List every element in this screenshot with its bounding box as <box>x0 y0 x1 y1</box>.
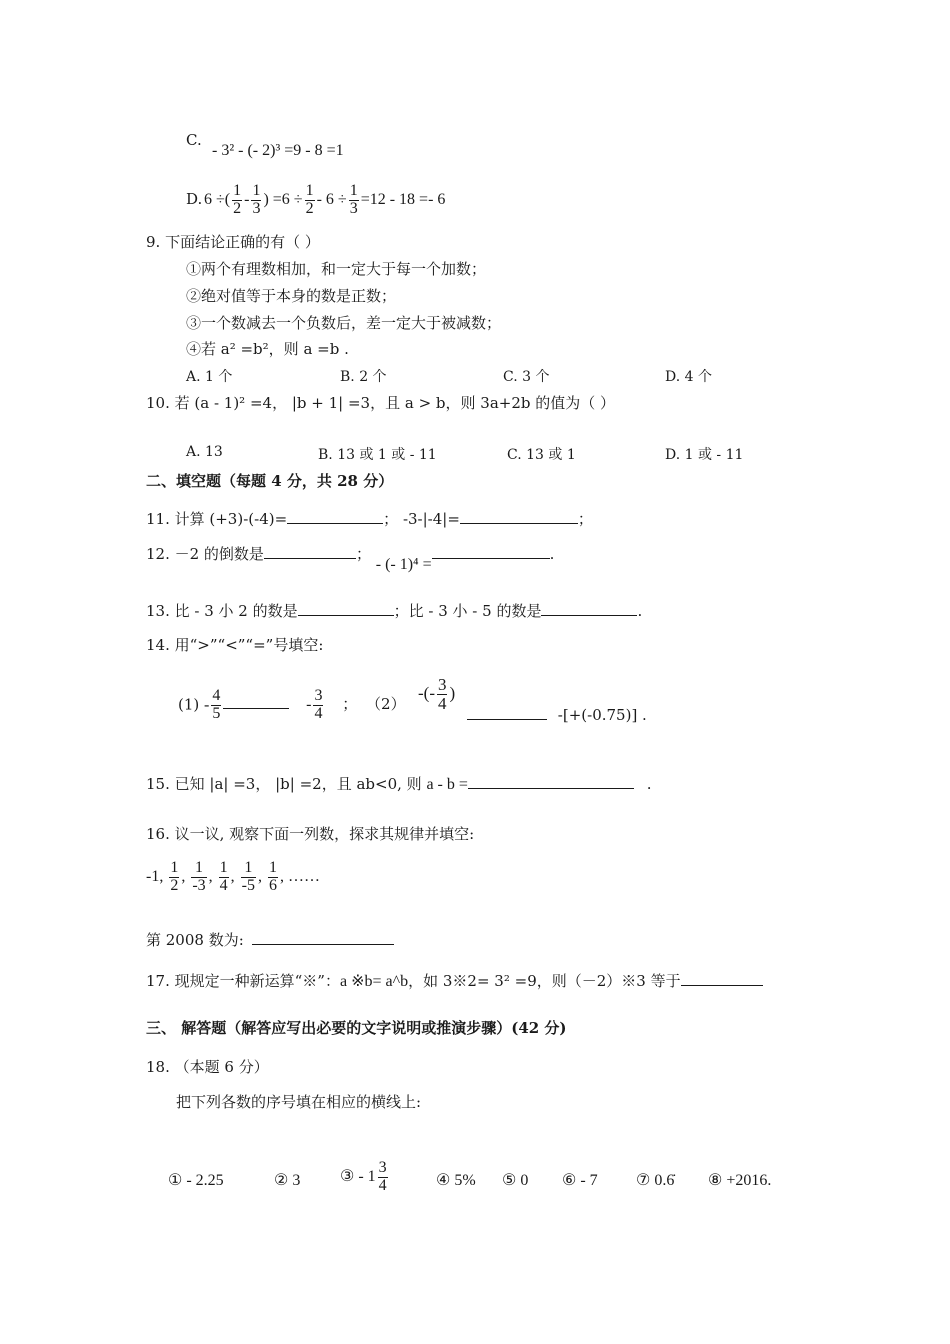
q14-blank-1[interactable] <box>223 694 289 709</box>
q14-blank-2[interactable] <box>467 705 547 720</box>
q18-item-5: ⑤ 0 <box>502 1172 529 1189</box>
q18-item-4: ④ 5% <box>436 1172 476 1189</box>
q9-option-c: C. 3 个 <box>503 369 550 385</box>
q16-stem: 16. 议一议, 观察下面一列数，探求其规律并填空: <box>146 825 475 843</box>
q8-option-d-expression: 6 ÷( $\frac{1}{2}$ - $\frac{1}{3}$ ) =6 ÷ $\frac{1}{2}$ - 6 ÷ $\frac{1}{3}$ =12 - 18 =- 6 <box>204 182 446 217</box>
q9-statement-4: ④若 a² =b²，则 a =b . <box>186 340 349 358</box>
q18-instruction: 把下列各数的序号填在相应的横线上: <box>176 1093 422 1111</box>
q14-part1: (1) - $\frac{4}{5}$ - $\frac{3}{4}$ ； （2） <box>178 687 406 722</box>
q17-text: 17. 现规定一种新运算“※”：a ※b= a^b，如 3※2= 3² =9，则（－2）※3 等于 <box>146 970 763 991</box>
q9-option-d: D. 4 个 <box>665 369 712 385</box>
q15-text: 15. 已知 |a| =3， |b| =2，且 ab<0, 则 a - b = . <box>146 775 652 793</box>
q10-option-d: D. 1 或 - 11 <box>665 447 744 463</box>
q16-blank[interactable] <box>252 930 394 945</box>
q10-option-a: A. 13 <box>186 444 223 460</box>
q13-text: 13. 比 - 3 小 2 的数是 ；比 - 3 小 - 5 的数是 . <box>146 602 643 620</box>
q18-item-3: ③ - 1 $\frac{3}{4}$ <box>340 1159 387 1194</box>
q18-item-1: ① - 2.25 <box>168 1172 224 1189</box>
q10-option-c: C. 13 或 1 <box>507 447 576 463</box>
q18-item-6: ⑥ - 7 <box>562 1172 598 1189</box>
q17-blank[interactable] <box>681 971 763 986</box>
q11-blank-2[interactable] <box>460 509 578 524</box>
q9-stem: 9. 下面结论正确的有（ ） <box>146 233 320 251</box>
q18-item-8: ⑧ +2016. <box>708 1172 772 1189</box>
q18-stem: 18. （本题 6 分） <box>146 1058 269 1076</box>
q9-option-a: A. 1 个 <box>186 369 233 385</box>
q9-statement-3: ③一个数减去一个负数后，差一定大于被减数； <box>186 314 502 332</box>
q8-option-c-label: C. <box>186 131 202 149</box>
q14-part2-right: -[+(-0.75)] . <box>467 705 647 724</box>
q16-ask: 第 2008 数为: <box>146 929 394 950</box>
q18-item-7: ⑦ 0.6̇ <box>636 1172 675 1189</box>
q18-item-2: ② 3 <box>274 1172 301 1189</box>
q11-text: 11. 计算 (+3)-(-4)= ； -3-|-4|= ； <box>146 510 593 528</box>
q9-statement-2: ②绝对值等于本身的数是正数； <box>186 287 397 305</box>
q8-option-c-expression: - 3² - (- 2)³ =9 - 8 =1 <box>212 142 344 159</box>
q12-text: 12. －2 的倒数是 ； - (- 1)⁴ =. <box>146 545 555 573</box>
q10-stem: 10. 若 (a - 1)² =4， |b + 1| =3，且 a > b，则 3a+2b 的值为（ ） <box>146 394 616 412</box>
q11-blank-1[interactable] <box>287 509 383 524</box>
section-2-title: 二、填空题（每题 4 分，共 28 分） <box>146 472 394 490</box>
q14-stem: 14. 用“>”“<”“=”号填空: <box>146 636 324 654</box>
section-3-title: 三、 解答题（解答应写出必要的文字说明或推演步骤）(42 分) <box>146 1019 567 1037</box>
q9-option-b: B. 2 个 <box>340 369 387 385</box>
q16-sequence: -1, $\frac{1}{2}$ , $\frac{1}{-3}$ , $\frac{1}{4}$ , $\frac{1}{-5}$ , $\frac{1}{6}$ , …… <box>146 859 320 894</box>
q14-part2-top-expression: -(- $\frac{3}{4}$ ) <box>418 675 456 713</box>
q15-blank[interactable] <box>468 774 634 789</box>
q9-statement-1: ①两个有理数相加，和一定大于每一个加数； <box>186 260 487 278</box>
q13-blank-2[interactable] <box>541 601 637 616</box>
q10-option-b: B. 13 或 1 或 - 11 <box>318 447 437 463</box>
q12-blank-1[interactable] <box>264 544 356 559</box>
q8-option-d-label: D. <box>186 190 203 208</box>
q12-blank-2[interactable] <box>432 544 550 559</box>
q13-blank-1[interactable] <box>298 601 394 616</box>
